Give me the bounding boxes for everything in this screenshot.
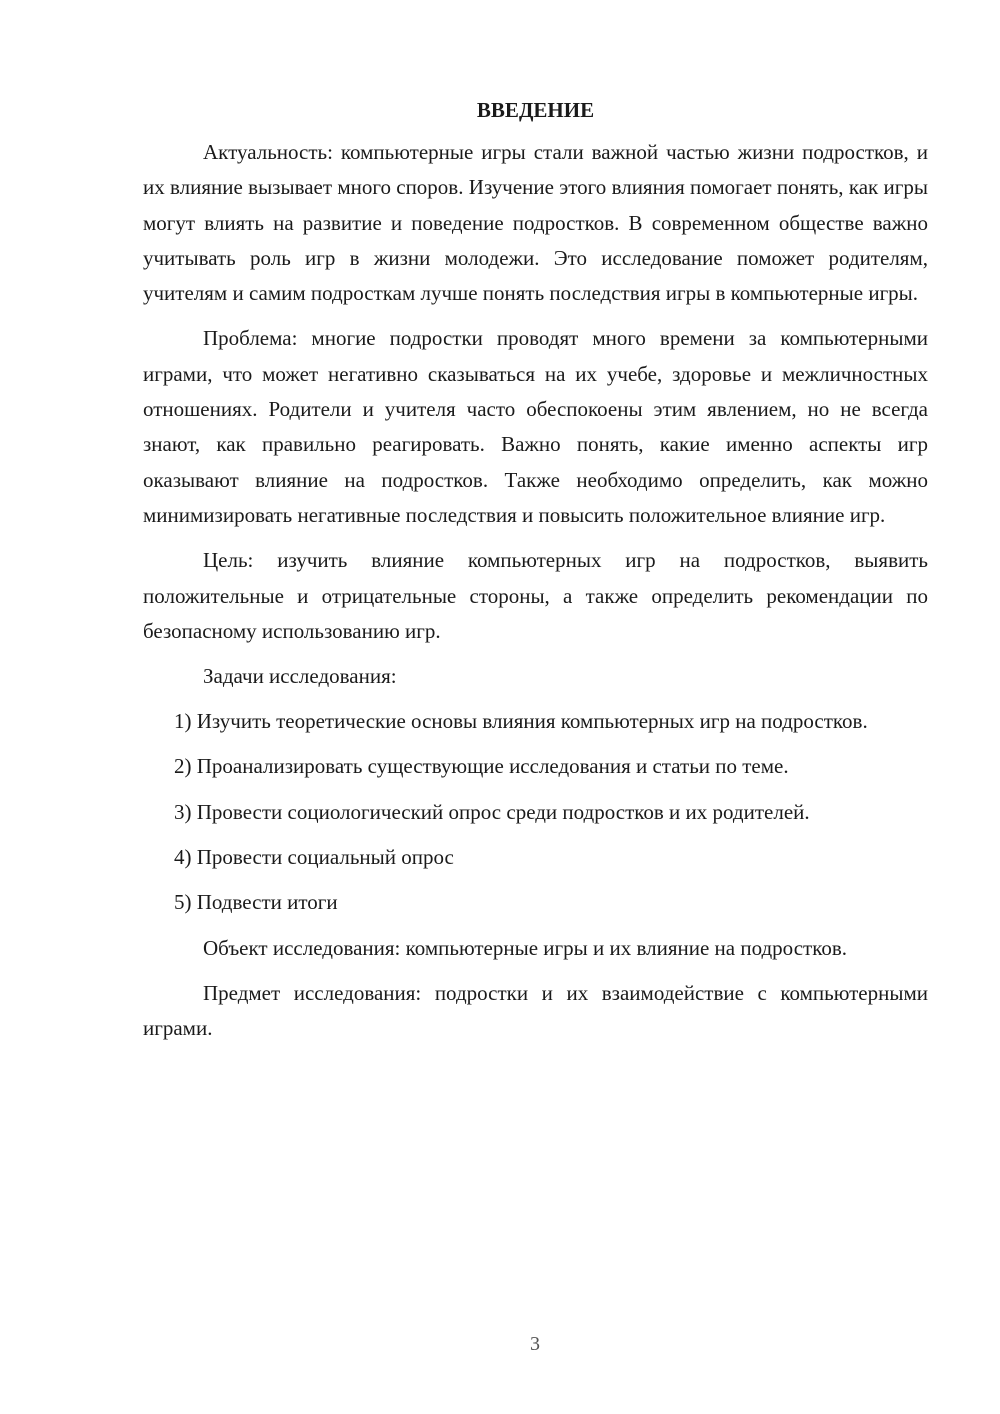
- task-item-4: 4) Провести социальный опрос: [174, 845, 454, 870]
- task-item-5: 5) Подвести итоги: [174, 890, 338, 915]
- task-item-1: 1) Изучить теоретические основы влияния компьютерных игр на подростков.: [174, 709, 868, 734]
- goal-paragraph: Цель: изучить влияние компьютерных игр на подростков, выявить положительные и отрицательные стороны, а также определить рекомендации по безопасному использованию игр.: [143, 548, 928, 643]
- relevance-paragraph: Актуальность: компьютерные игры стали важной частью жизни подростков, и их влияние вызывает много споров. Изучение этого влияния помогает понять, как игры могут влиять на развитие и поведение подростков. В современном обществе важно учитывать роль игр в жизни молодежи. Это исследование поможет родителям, учителям и самим подросткам лучше понять последствия игры в компьютерные игры.: [143, 140, 928, 306]
- section-title: ВВЕДЕНИЕ: [476, 98, 595, 122]
- subject-paragraph: Предмет исследования: подростки и их взаимодействие с компьютерными играми.: [143, 980, 928, 1041]
- task-item-2: 2) Проанализировать существующие исследования и статьи по теме.: [174, 754, 789, 779]
- problem-paragraph: Проблема: многие подростки проводят много времени за компьютерными играми, что может негативно сказываться на их учебе, здоровье и межличностных отношениях. Родители и учителя часто обеспокоены этим явлением, но не всегда знают, как правильно реагировать. Важно понять, какие именно аспекты игр оказывают влияние на подростков. Также необходимо определить, как можно минимизировать негативные последствия и повысить положительное влияние игр.: [143, 326, 928, 527]
- page-content: [143, 95, 928, 1057]
- object-paragraph: Объект исследования: компьютерные игры и их влияние на подростков.: [203, 935, 847, 960]
- page-number: 3: [530, 1333, 540, 1355]
- tasks-heading: Задачи исследования:: [203, 664, 397, 689]
- task-item-3: 3) Провести социологический опрос среди подростков и их родителей.: [174, 799, 810, 824]
